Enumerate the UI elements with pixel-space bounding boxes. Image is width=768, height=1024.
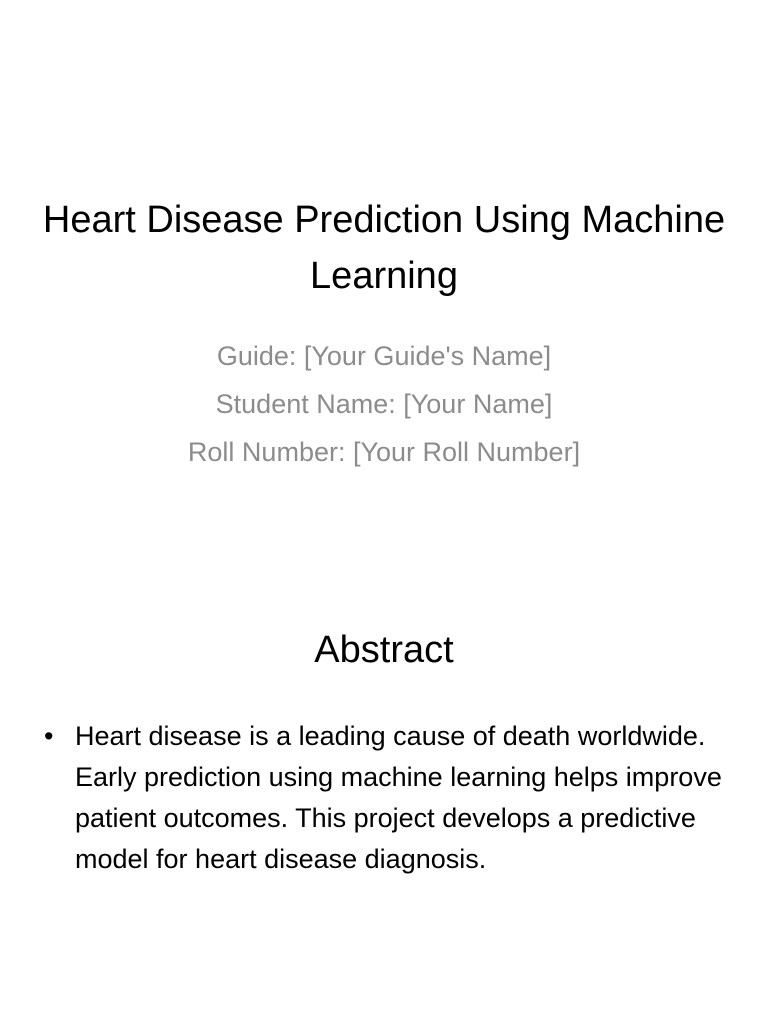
abstract-text: Heart disease is a leading cause of death worldwide. Early prediction using machine learning helps improve patient outcomes. This project develops a predictive model for heart disease diagnosis. — [75, 721, 722, 874]
guide-name-line: Guide: [Your Guide's Name] — [216, 341, 552, 371]
abstract-slide — [0, 512, 768, 1024]
roll-number-line: Roll Number: [Your Roll Number] — [187, 437, 581, 467]
subtitle-block — [40, 332, 728, 476]
abstract-heading: Abstract — [314, 629, 454, 671]
presentation-title: Heart Disease Prediction Using Machine Learning — [42, 199, 726, 297]
list-item — [40, 716, 728, 880]
abstract-bullet-list — [40, 716, 728, 880]
student-name-line: Student Name: [Your Name] — [215, 389, 553, 419]
bullet-icon: • — [44, 721, 54, 751]
